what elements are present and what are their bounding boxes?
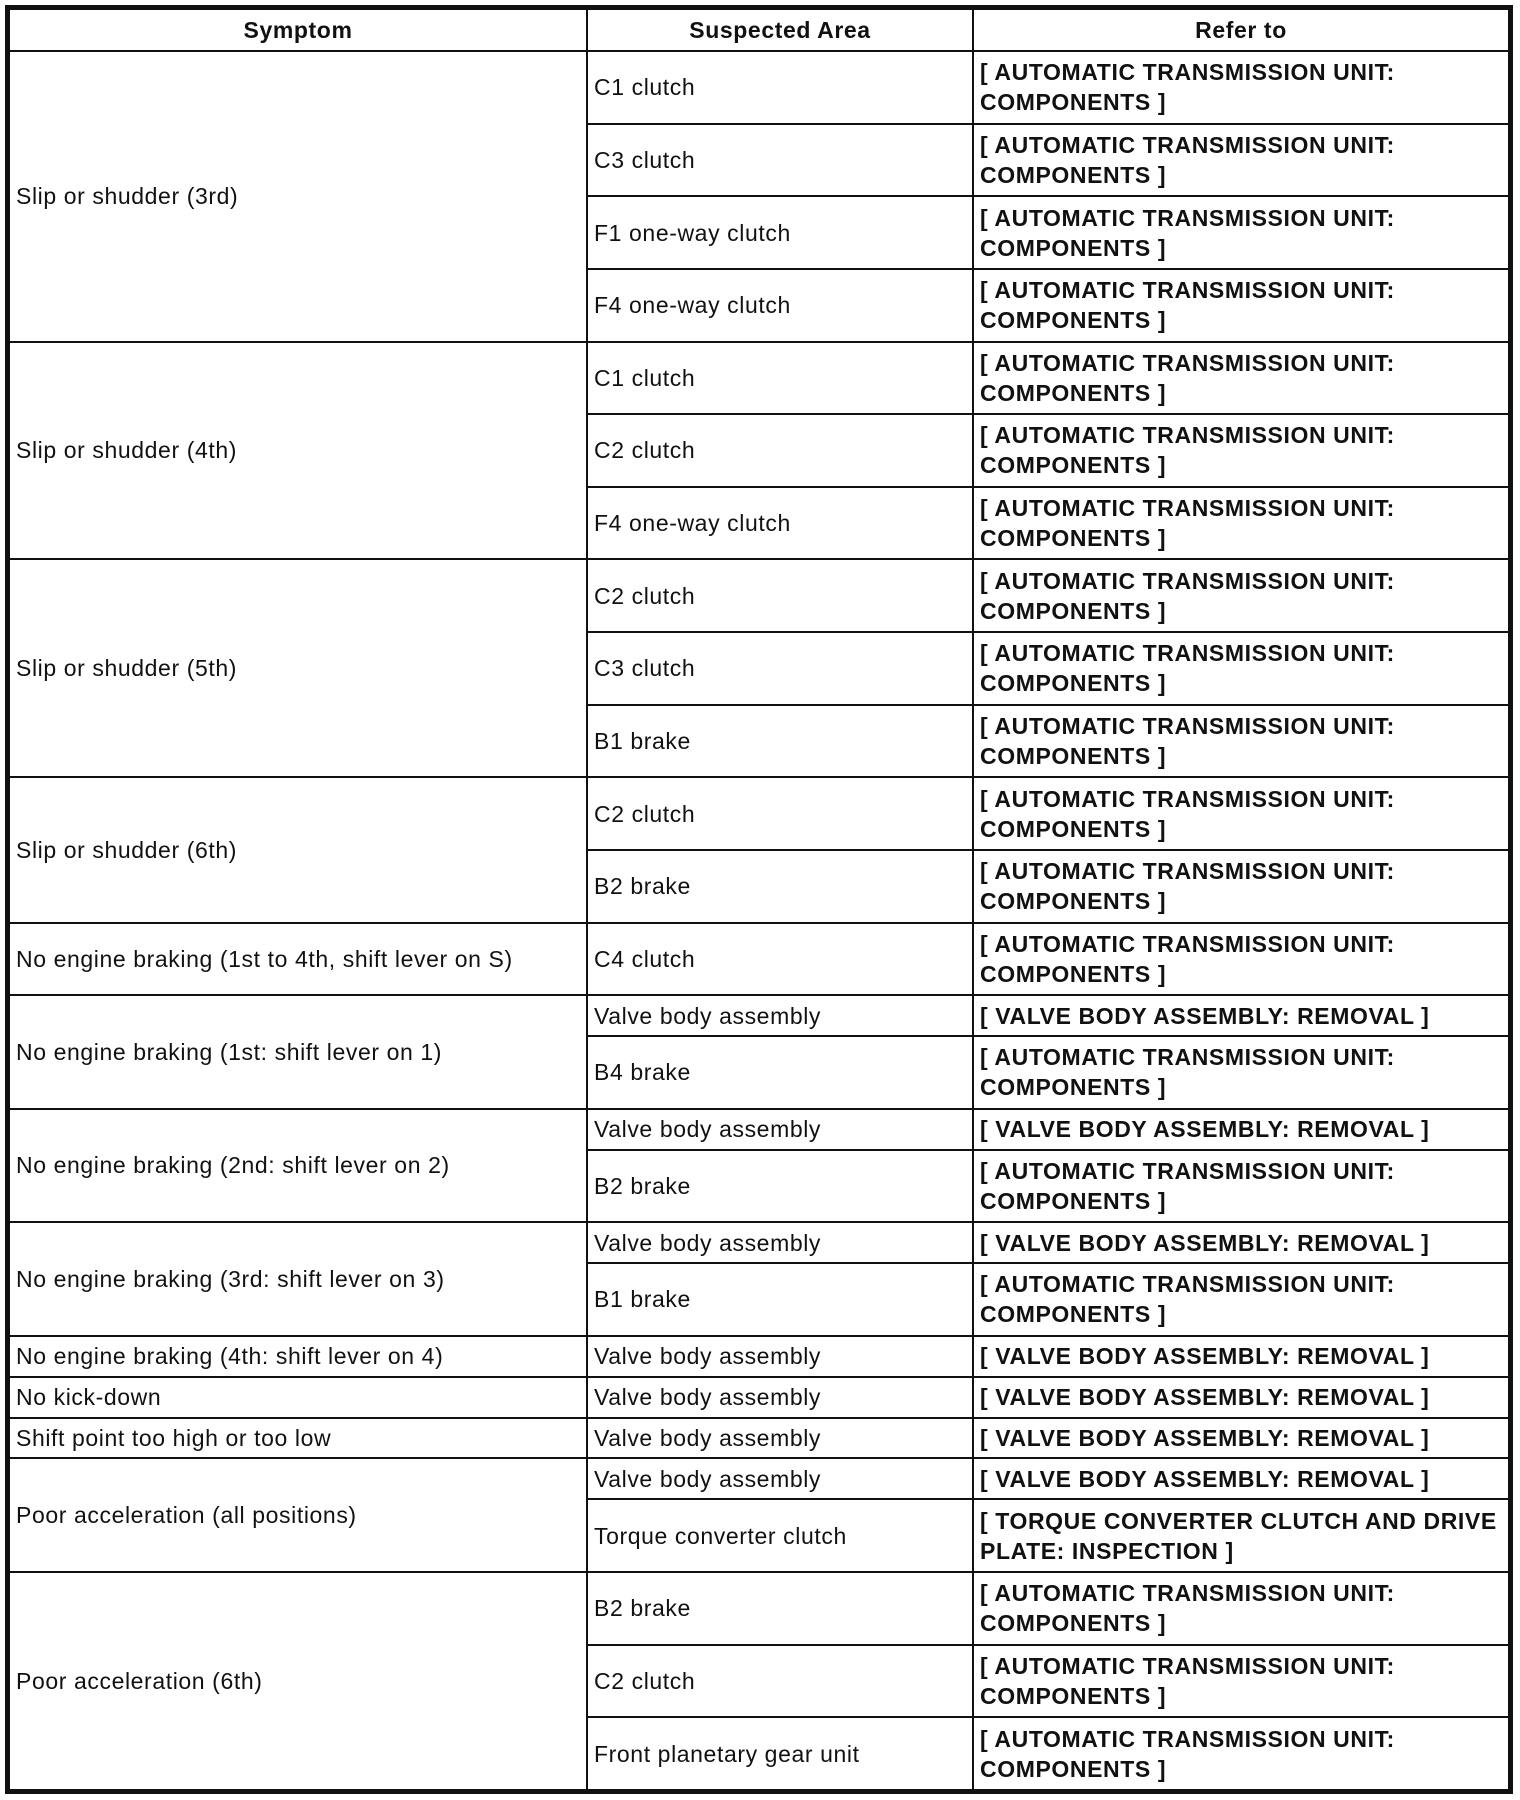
table-row bbox=[9, 995, 1509, 1036]
suspected-area-cell: C1 clutch bbox=[587, 342, 973, 415]
refer-to-cell: [ AUTOMATIC TRANSMISSION UNIT: COMPONENTS ] bbox=[973, 850, 1509, 923]
table-row bbox=[9, 51, 1509, 124]
refer-to-cell: [ AUTOMATIC TRANSMISSION UNIT: COMPONENTS ] bbox=[973, 51, 1509, 124]
suspected-area-cell: B1 brake bbox=[587, 705, 973, 778]
symptom-cell: No kick-down bbox=[9, 1377, 587, 1418]
suspected-area-cell: Valve body assembly bbox=[587, 995, 973, 1036]
refer-to-cell: [ AUTOMATIC TRANSMISSION UNIT: COMPONENTS ] bbox=[973, 1645, 1509, 1718]
header-suspected-area: Suspected Area bbox=[587, 9, 973, 51]
refer-to-cell: [ AUTOMATIC TRANSMISSION UNIT: COMPONENTS ] bbox=[973, 414, 1509, 487]
suspected-area-cell: Valve body assembly bbox=[587, 1109, 973, 1150]
refer-to-cell: [ AUTOMATIC TRANSMISSION UNIT: COMPONENTS ] bbox=[973, 1036, 1509, 1109]
refer-to-cell: [ AUTOMATIC TRANSMISSION UNIT: COMPONENTS ] bbox=[973, 487, 1509, 560]
suspected-area-cell: Valve body assembly bbox=[587, 1418, 973, 1459]
symptom-cell: Slip or shudder (4th) bbox=[9, 342, 587, 560]
suspected-area-cell: Valve body assembly bbox=[587, 1222, 973, 1263]
suspected-area-cell: Front planetary gear unit bbox=[587, 1717, 973, 1790]
symptom-cell: Slip or shudder (5th) bbox=[9, 559, 587, 777]
symptom-cell: Slip or shudder (6th) bbox=[9, 777, 587, 922]
suspected-area-cell: Valve body assembly bbox=[587, 1377, 973, 1418]
suspected-area-cell: C2 clutch bbox=[587, 559, 973, 632]
table-row bbox=[9, 559, 1509, 632]
symptom-cell: No engine braking (1st: shift lever on 1) bbox=[9, 995, 587, 1109]
refer-to-cell: [ AUTOMATIC TRANSMISSION UNIT: COMPONENTS ] bbox=[973, 342, 1509, 415]
table-row bbox=[9, 1222, 1509, 1263]
table-row bbox=[9, 342, 1509, 415]
suspected-area-cell: Torque converter clutch bbox=[587, 1499, 973, 1572]
header-symptom: Symptom bbox=[9, 9, 587, 51]
symptom-cell: Shift point too high or too low bbox=[9, 1418, 587, 1459]
symptom-cell: No engine braking (1st to 4th, shift lever on S) bbox=[9, 923, 587, 996]
refer-to-cell: [ AUTOMATIC TRANSMISSION UNIT: COMPONENTS ] bbox=[973, 1572, 1509, 1645]
suspected-area-cell: C3 clutch bbox=[587, 124, 973, 197]
table-row bbox=[9, 1377, 1509, 1418]
suspected-area-cell: B2 brake bbox=[587, 850, 973, 923]
table-row bbox=[9, 777, 1509, 850]
table-body bbox=[9, 51, 1509, 1790]
suspected-area-cell: F1 one-way clutch bbox=[587, 196, 973, 269]
suspected-area-cell: B1 brake bbox=[587, 1263, 973, 1336]
refer-to-cell: [ AUTOMATIC TRANSMISSION UNIT: COMPONENTS ] bbox=[973, 777, 1509, 850]
header-row bbox=[9, 9, 1509, 51]
header-refer-to: Refer to bbox=[973, 9, 1509, 51]
refer-to-cell: [ AUTOMATIC TRANSMISSION UNIT: COMPONENTS ] bbox=[973, 632, 1509, 705]
refer-to-cell: [ AUTOMATIC TRANSMISSION UNIT: COMPONENTS ] bbox=[973, 269, 1509, 342]
symptom-cell: Poor acceleration (6th) bbox=[9, 1572, 587, 1790]
symptom-cell: No engine braking (3rd: shift lever on 3) bbox=[9, 1222, 587, 1336]
suspected-area-cell: C2 clutch bbox=[587, 414, 973, 487]
refer-to-cell: [ AUTOMATIC TRANSMISSION UNIT: COMPONENTS ] bbox=[973, 1150, 1509, 1223]
refer-to-cell: [ TORQUE CONVERTER CLUTCH AND DRIVE PLATE: INSPECTION ] bbox=[973, 1499, 1509, 1572]
symptom-cell: Slip or shudder (3rd) bbox=[9, 51, 587, 342]
refer-to-cell: [ VALVE BODY ASSEMBLY: REMOVAL ] bbox=[973, 995, 1509, 1036]
table-row bbox=[9, 923, 1509, 996]
refer-to-cell: [ AUTOMATIC TRANSMISSION UNIT: COMPONENTS ] bbox=[973, 124, 1509, 197]
symptom-cell: Poor acceleration (all positions) bbox=[9, 1458, 587, 1572]
refer-to-cell: [ VALVE BODY ASSEMBLY: REMOVAL ] bbox=[973, 1458, 1509, 1499]
refer-to-cell: [ VALVE BODY ASSEMBLY: REMOVAL ] bbox=[973, 1377, 1509, 1418]
suspected-area-cell: B4 brake bbox=[587, 1036, 973, 1109]
diagnosis-table-frame bbox=[5, 5, 1513, 1794]
diagnosis-table bbox=[8, 8, 1510, 1791]
suspected-area-cell: C4 clutch bbox=[587, 923, 973, 996]
suspected-area-cell: F4 one-way clutch bbox=[587, 269, 973, 342]
symptom-cell: No engine braking (2nd: shift lever on 2) bbox=[9, 1109, 587, 1223]
suspected-area-cell: B2 brake bbox=[587, 1150, 973, 1223]
table-row bbox=[9, 1109, 1509, 1150]
suspected-area-cell: C2 clutch bbox=[587, 777, 973, 850]
table-row bbox=[9, 1572, 1509, 1645]
suspected-area-cell: F4 one-way clutch bbox=[587, 487, 973, 560]
refer-to-cell: [ AUTOMATIC TRANSMISSION UNIT: COMPONENTS ] bbox=[973, 559, 1509, 632]
table-row bbox=[9, 1336, 1509, 1377]
refer-to-cell: [ AUTOMATIC TRANSMISSION UNIT: COMPONENTS ] bbox=[973, 196, 1509, 269]
refer-to-cell: [ VALVE BODY ASSEMBLY: REMOVAL ] bbox=[973, 1222, 1509, 1263]
refer-to-cell: [ VALVE BODY ASSEMBLY: REMOVAL ] bbox=[973, 1418, 1509, 1459]
refer-to-cell: [ AUTOMATIC TRANSMISSION UNIT: COMPONENTS ] bbox=[973, 1717, 1509, 1790]
suspected-area-cell: C2 clutch bbox=[587, 1645, 973, 1718]
refer-to-cell: [ AUTOMATIC TRANSMISSION UNIT: COMPONENTS ] bbox=[973, 923, 1509, 996]
symptom-cell: No engine braking (4th: shift lever on 4) bbox=[9, 1336, 587, 1377]
refer-to-cell: [ VALVE BODY ASSEMBLY: REMOVAL ] bbox=[973, 1336, 1509, 1377]
suspected-area-cell: C3 clutch bbox=[587, 632, 973, 705]
table-row bbox=[9, 1458, 1509, 1499]
refer-to-cell: [ AUTOMATIC TRANSMISSION UNIT: COMPONENTS ] bbox=[973, 705, 1509, 778]
suspected-area-cell: B2 brake bbox=[587, 1572, 973, 1645]
suspected-area-cell: Valve body assembly bbox=[587, 1458, 973, 1499]
suspected-area-cell: Valve body assembly bbox=[587, 1336, 973, 1377]
refer-to-cell: [ VALVE BODY ASSEMBLY: REMOVAL ] bbox=[973, 1109, 1509, 1150]
refer-to-cell: [ AUTOMATIC TRANSMISSION UNIT: COMPONENTS ] bbox=[973, 1263, 1509, 1336]
suspected-area-cell: C1 clutch bbox=[587, 51, 973, 124]
table-row bbox=[9, 1418, 1509, 1459]
